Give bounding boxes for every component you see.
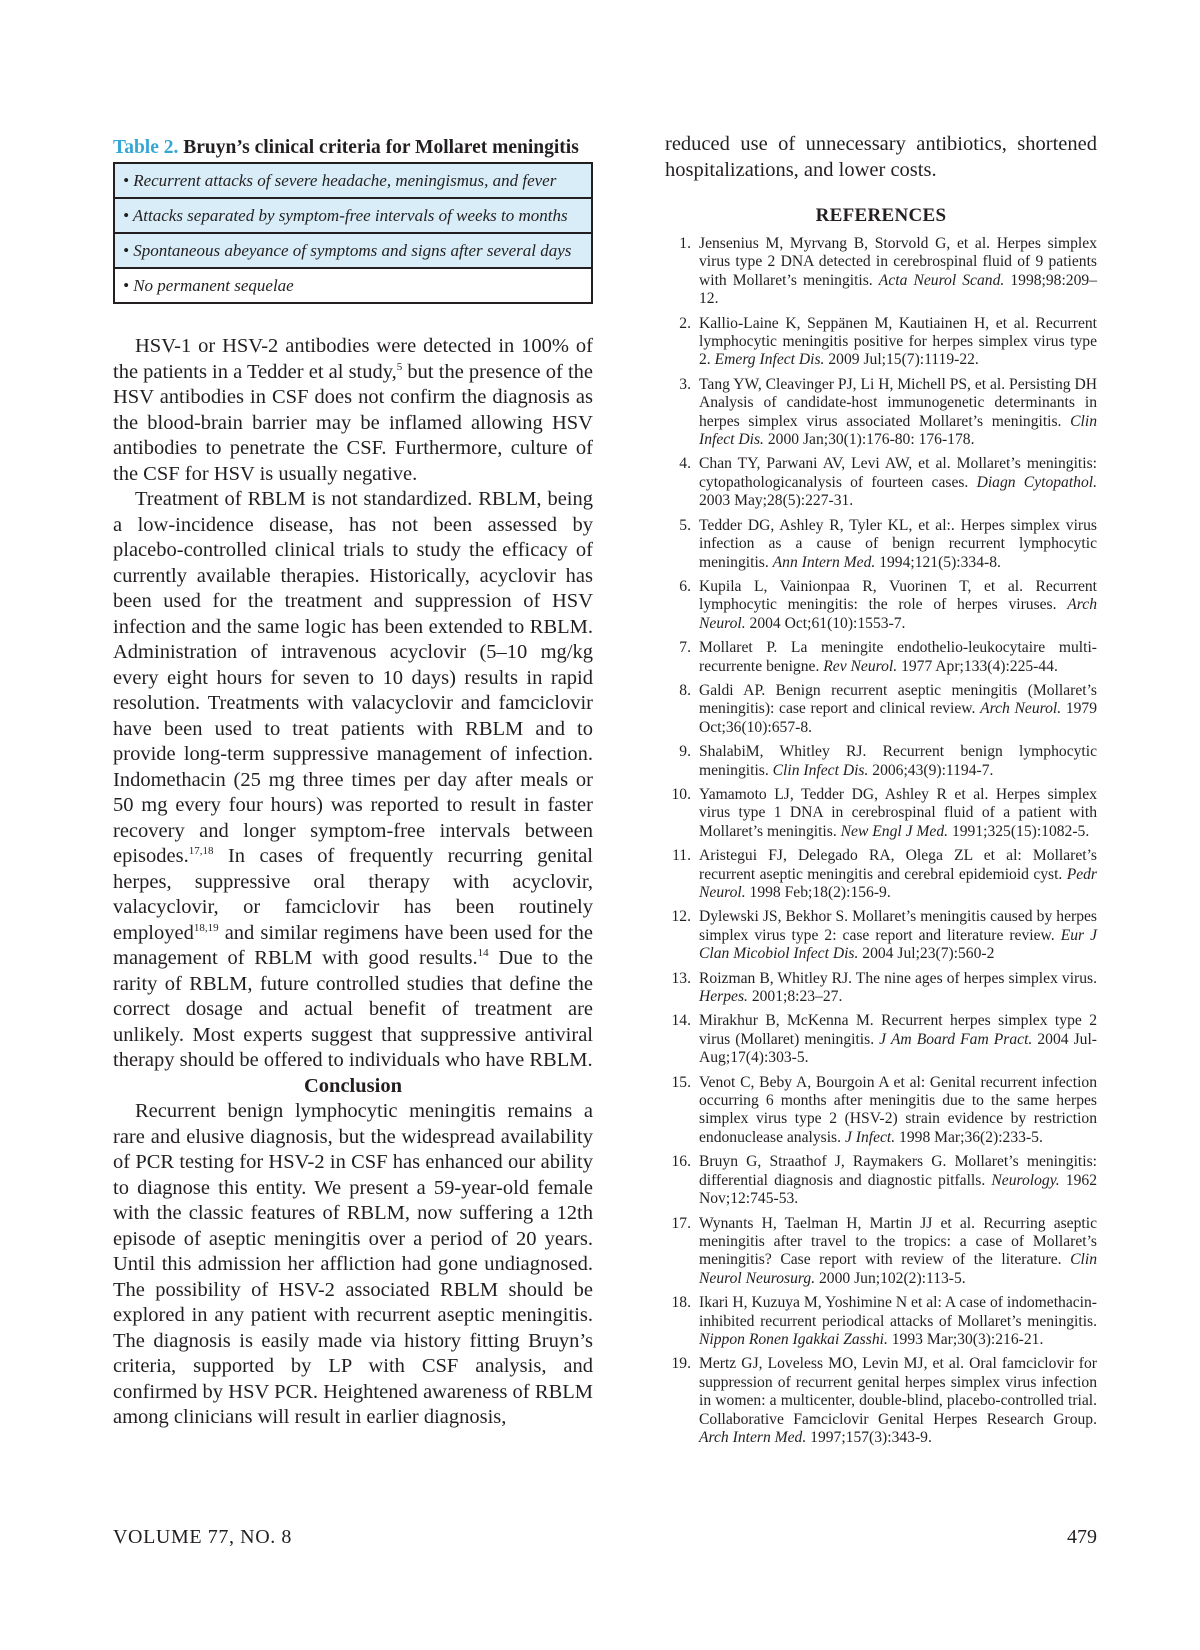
reference-item	[665, 578, 1097, 633]
reference-authors-title: ShalabiM, Whitley RJ. Recurrent benign lymphocytic meningitis.	[699, 743, 1097, 779]
reference-authors-title: Galdi AP. Benign recurrent aseptic meningitis (Mollaret’s meningitis): case report and clinical review.	[699, 681, 1097, 718]
reference-journal: Acta Neurol Scand.	[878, 271, 1005, 289]
reference-authors-title: Roizman B, Whitley RJ. The nine ages of herpes simplex virus.	[699, 969, 1097, 987]
reference-text	[699, 1215, 1097, 1289]
reference-text	[699, 376, 1097, 450]
reference-authors-title: Tang YW, Cleavinger PJ, Li H, Michell PS, et al. Persisting DH Analysis of candidate-host immunogenetic determinants in herpes simplex virus associated Mollaret’s meningitis.	[699, 375, 1097, 430]
reference-journal: Clin Infect Dis.	[772, 761, 869, 779]
reference-citation: 2000 Jun;102(2):113-5.	[815, 1269, 966, 1287]
reference-citation: 1962 Nov;12:745-53.	[699, 1171, 1097, 1208]
reference-number: 15.	[671, 1073, 691, 1091]
criteria-table	[113, 162, 593, 304]
reference-item	[665, 908, 1097, 963]
reference-item	[665, 639, 1097, 676]
reference-citation: 2000 Jan;30(1):176-80: 176-178.	[763, 431, 975, 449]
reference-number: 18.	[671, 1294, 691, 1312]
reference-text	[699, 682, 1097, 737]
reference-citation: 2006;43(9):1194-7.	[868, 761, 994, 779]
reference-authors-title: Dylewski JS, Bekhor S. Mollaret’s meningitis caused by herpes simplex virus type 2: case report and literature review.	[699, 908, 1097, 944]
reference-citation: 2004 Jul;23(7):560-2	[858, 945, 995, 963]
page-number: 479	[1067, 1526, 1097, 1548]
reference-journal: Clin Neurol Neurosurg.	[699, 1251, 1097, 1287]
reference-authors-title: Ikari H, Kuzuya M, Yoshimine N et al: A case of indomethacin-inhibited recurrent periodical attacks of Mollaret’s meningitis.	[699, 1294, 1097, 1330]
reference-item	[665, 315, 1097, 370]
reference-journal: Clin Infect Dis.	[699, 412, 1097, 449]
reference-number: 2.	[679, 314, 691, 332]
references-heading: REFERENCES	[815, 205, 947, 226]
reference-citation: 1993 Mar;30(3):216-21.	[887, 1330, 1044, 1348]
reference-authors-title: Kallio-Laine K, Seppänen M, Kautiainen H, et al. Recurrent lymphocytic meningitis positive for herpes simplex virus type 2.	[699, 314, 1097, 369]
reference-authors-title: Aristegui FJ, Delegado RA, Olega ZL et al: Mollaret’s recurrent aseptic meningitis and cerebral epidemioid cyst.	[699, 847, 1097, 883]
reference-number: 13.	[671, 969, 691, 987]
reference-citation: 2001;8:23–27.	[747, 988, 843, 1006]
reference-item	[665, 743, 1097, 780]
reference-number: 3.	[679, 375, 691, 393]
reference-journal: Rev Neurol.	[823, 657, 898, 675]
reference-journal: New Engl J Med.	[840, 822, 949, 840]
reference-citation: 1991;325(15):1082-5.	[948, 822, 1090, 840]
text-run: In cases of frequently recurring genital herpes, suppressive oral therapy with acyclovir, valacyclovir, or famciclovir has been routinely employed	[113, 845, 593, 944]
reference-authors-title: Mertz GJ, Loveless MO, Levin MJ, et al. Oral famciclovir for suppression of recurrent genital herpes simplex virus infection in women: a multicenter, double-blind, placebo-controlled trial. Collaborative Famciclovir Genital Herpes Research Group.	[699, 1355, 1097, 1428]
left-column	[113, 136, 593, 1431]
reference-authors-title: Yamamoto LJ, Tedder DG, Ashley R et al. Herpes simplex virus type 1 DNA in cerebrospinal fluid of a patient with Mollaret’s meningitis.	[699, 785, 1097, 840]
reference-citation: 1998 Mar;36(2):233-5.	[895, 1128, 1043, 1146]
reference-text	[699, 315, 1097, 370]
citation-superscript: 5	[396, 360, 403, 373]
reference-number: 8.	[679, 681, 691, 699]
reference-citation: 2003 May;28(5):227-31.	[699, 492, 854, 510]
reference-item	[665, 970, 1097, 1007]
reference-number: 6.	[679, 577, 691, 595]
reference-number: 16.	[671, 1153, 691, 1171]
reference-journal: Arch Neurol.	[980, 700, 1062, 718]
continued-paragraph: reduced use of unnecessary antibiotics, shortened hospitalizations, and lower costs.	[665, 133, 1097, 181]
table-title: Bruyn’s clinical criteria for Mollaret meningitis	[178, 137, 579, 158]
reference-text	[699, 1074, 1097, 1148]
criteria-row: • Attacks separated by symptom-free intervals of weeks to months	[115, 199, 591, 234]
reference-number: 7.	[679, 639, 691, 657]
reference-item	[665, 1355, 1097, 1447]
reference-number: 17.	[671, 1214, 691, 1232]
volume-footer: VOLUME 77, NO. 8	[113, 1526, 293, 1548]
reference-authors-title: Mirakhur B, McKenna M. Recurrent herpes simplex type 2 virus (Mollaret) meningitis.	[699, 1012, 1097, 1048]
reference-text	[699, 639, 1097, 676]
reference-text	[699, 455, 1097, 510]
reference-number: 19.	[671, 1355, 691, 1373]
reference-text	[699, 1294, 1097, 1349]
reference-number: 1.	[679, 235, 691, 252]
reference-number: 10.	[671, 785, 691, 803]
reference-item	[665, 1294, 1097, 1349]
reference-journal: Eur J Clan Micobiol Infect Dis.	[699, 926, 1097, 963]
reference-text	[699, 743, 1097, 780]
criteria-row: • Spontaneous abeyance of symptoms and signs after several days	[115, 234, 591, 269]
reference-text	[699, 517, 1097, 572]
table-number: Table 2.	[113, 137, 179, 158]
reference-citation: 1998;98:209–12.	[699, 271, 1097, 308]
body-paragraph: Recurrent benign lymphocytic meningitis remains a rare and elusive diagnosis, but the widespread availability of PCR testing for HSV-2 in CSF has enhanced our ability to diagnose this entity. We present a 59-year-old female with the classic features of RBLM, now suffering a 12th episode of aseptic meningitis over a period of 20 years. Until this admission her affliction had gone undiagnosed. The possibility of HSV-2 associated RBLM should be explored in any patient with recurrent aseptic meningitis. The diagnosis is easily made via history fitting Bruyn’s criteria, supported by LP with CSF analysis, and confirmed by HSV PCR. Heightened awareness of RBLM among clinicians will result in earlier diagnosis,	[113, 1100, 593, 1428]
text-run: and similar regimens have been used for the management of RBLM with good results.	[113, 921, 593, 969]
reference-journal: J Am Board Fam Pract.	[879, 1030, 1033, 1048]
reference-text	[699, 847, 1097, 902]
reference-item	[665, 235, 1097, 309]
reference-number: 14.	[671, 1012, 691, 1030]
reference-citation: 1979 Oct;36(10):657-8.	[699, 700, 1098, 736]
reference-journal: Arch Intern Med.	[699, 1428, 807, 1446]
reference-citation: 2004 Jul-Aug;17(4):303-5.	[699, 1030, 1098, 1067]
reference-text	[699, 908, 1097, 963]
reference-text	[699, 235, 1097, 309]
reference-journal: J Infect.	[844, 1128, 896, 1146]
reference-journal: Nippon Ronen Igakkai Zasshi.	[699, 1330, 888, 1348]
text-run: but the presence of the HSV antibodies in CSF does not confirm the diagnosis as the blood-brain barrier may be inflamed allowing HSV antibodies to penetrate the CSF. Furthermore, culture of the CSF for HSV is usually negative.	[113, 360, 593, 485]
reference-text	[699, 1355, 1097, 1447]
reference-journal: Pedr Neurol.	[699, 865, 1097, 901]
reference-journal: Ann Intern Med.	[772, 553, 876, 571]
reference-number: 5.	[679, 516, 691, 534]
reference-number: 11.	[672, 847, 691, 865]
criteria-row: • No permanent sequelae	[115, 269, 591, 302]
criteria-row: • Recurrent attacks of severe headache, meningismus, and fever	[115, 164, 591, 199]
reference-item	[665, 376, 1097, 450]
reference-text	[699, 578, 1097, 633]
body-paragraph	[113, 487, 593, 1074]
reference-citation: 2004 Oct;61(10):1553-7.	[745, 614, 906, 632]
reference-text	[699, 786, 1097, 841]
reference-number: 9.	[679, 743, 691, 761]
reference-citation: 1994;121(5):334-8.	[875, 553, 1001, 571]
reference-item	[665, 517, 1097, 572]
reference-authors-title: Tedder DG, Ashley R, Tyler KL, et al:. Herpes simplex virus infection as a cause of benign recurrent lymphocytic meningitis.	[699, 516, 1097, 571]
reference-text	[699, 1153, 1097, 1208]
reference-journal: Emerg Infect Dis.	[714, 351, 825, 369]
reference-item	[665, 1074, 1097, 1148]
reference-citation: 1977 Apr;133(4):225-44.	[897, 657, 1058, 675]
reference-item	[665, 682, 1097, 737]
conclusion-heading: Conclusion	[304, 1074, 402, 1097]
reference-item	[665, 1153, 1097, 1208]
reference-journal: Neurology.	[991, 1171, 1060, 1189]
reference-authors-title: Mollaret P. La meningite endothelio-leukocytaire multi-recurrente benigne.	[699, 639, 1097, 675]
right-column	[665, 132, 1097, 1453]
citation-superscript: 18,19	[193, 921, 219, 934]
reference-text	[699, 970, 1097, 1007]
text-run: Treatment of RBLM is not standardized. RBLM, being a low-incidence disease, has not been assessed by placebo-controlled clinical trials to study the efficacy of currently available therapies. Historically, acyclovir has been used for the treatment and suppression of HSV infection and the same logic has been extended to RBLM. Administration of intravenous acyclovir (5–10 mg/kg every eight hours for seven to 10 days) results in rapid resolution. Treatments with valacyclovir and famciclovir have been used to treat patients with RBLM and to provide long-term suppressive management of infection. Indomethacin (25 mg three times per day after meals or 50 mg every four hours) was reported to result in faster recovery and longer symptom-free intervals between episodes.	[113, 488, 593, 867]
reference-item	[665, 1215, 1097, 1289]
table-caption	[113, 136, 593, 160]
citation-superscript: 17,18	[188, 845, 214, 858]
reference-authors-title: Wynants H, Taelman H, Martin JJ et al. Recurring aseptic meningitis after travel to the tropics: a case of Mollaret’s meningitis? Case report with review of the literature.	[699, 1214, 1097, 1269]
reference-item	[665, 847, 1097, 902]
body-text	[113, 334, 593, 1431]
reference-citation: 1997;157(3):343-9.	[806, 1428, 932, 1446]
reference-authors-title: Bruyn G, Straathof J, Raymakers G. Mollaret’s meningitis: differential diagnosis and diagnostic pitfalls.	[699, 1153, 1097, 1189]
reference-journal: Arch Neurol.	[699, 596, 1097, 632]
reference-authors-title: Chan TY, Parwani AV, Levi AW, et al. Mollaret’s meningitis: cytopathologicanalysis of fourteen cases.	[699, 455, 1097, 491]
reference-item	[665, 455, 1097, 510]
text-run: Due to the rarity of RBLM, future controlled studies that define the correct dosage and actual benefit of treatment are unlikely. Most experts suggest that suppressive antiviral therapy should be offered to individuals who have RBLM.	[113, 947, 593, 1071]
citation-superscript: 14	[477, 947, 489, 960]
reference-number: 4.	[679, 455, 691, 473]
reference-citation: 1998 Feb;18(2):156-9.	[745, 884, 891, 901]
reference-number: 12.	[671, 908, 691, 926]
text-run: HSV-1 or HSV-2 antibodies were detected in 100% of the patients in a Tedder et al study,	[113, 335, 593, 383]
reference-journal: Herpes.	[699, 988, 748, 1006]
reference-journal: Diagn Cytopathol.	[976, 473, 1097, 491]
reference-authors-title: Kupila L, Vainionpaa R, Vuorinen T, et al. Recurrent lymphocytic meningitis: the role of herpes viruses.	[699, 577, 1097, 614]
reference-authors-title: Venot C, Beby A, Bourgoin A et al: Genital recurrent infection occurring 6 months after meningitis due to the same herpes simplex virus type 2 (HSV-2) strain evidence by restriction endonuclease analysis.	[699, 1073, 1097, 1146]
body-paragraph	[113, 334, 593, 487]
reference-authors-title: Jensenius M, Myrvang B, Storvold G, et al. Herpes simplex virus type 2 DNA detected in cerebrospinal fluid of 9 patients with Mollaret’s meningitis.	[699, 235, 1097, 289]
reference-item	[665, 1012, 1097, 1067]
reference-item	[665, 786, 1097, 841]
reference-text	[699, 1012, 1097, 1067]
reference-list	[665, 235, 1097, 1447]
reference-citation: 2009 Jul;15(7):1119-22.	[824, 351, 979, 369]
